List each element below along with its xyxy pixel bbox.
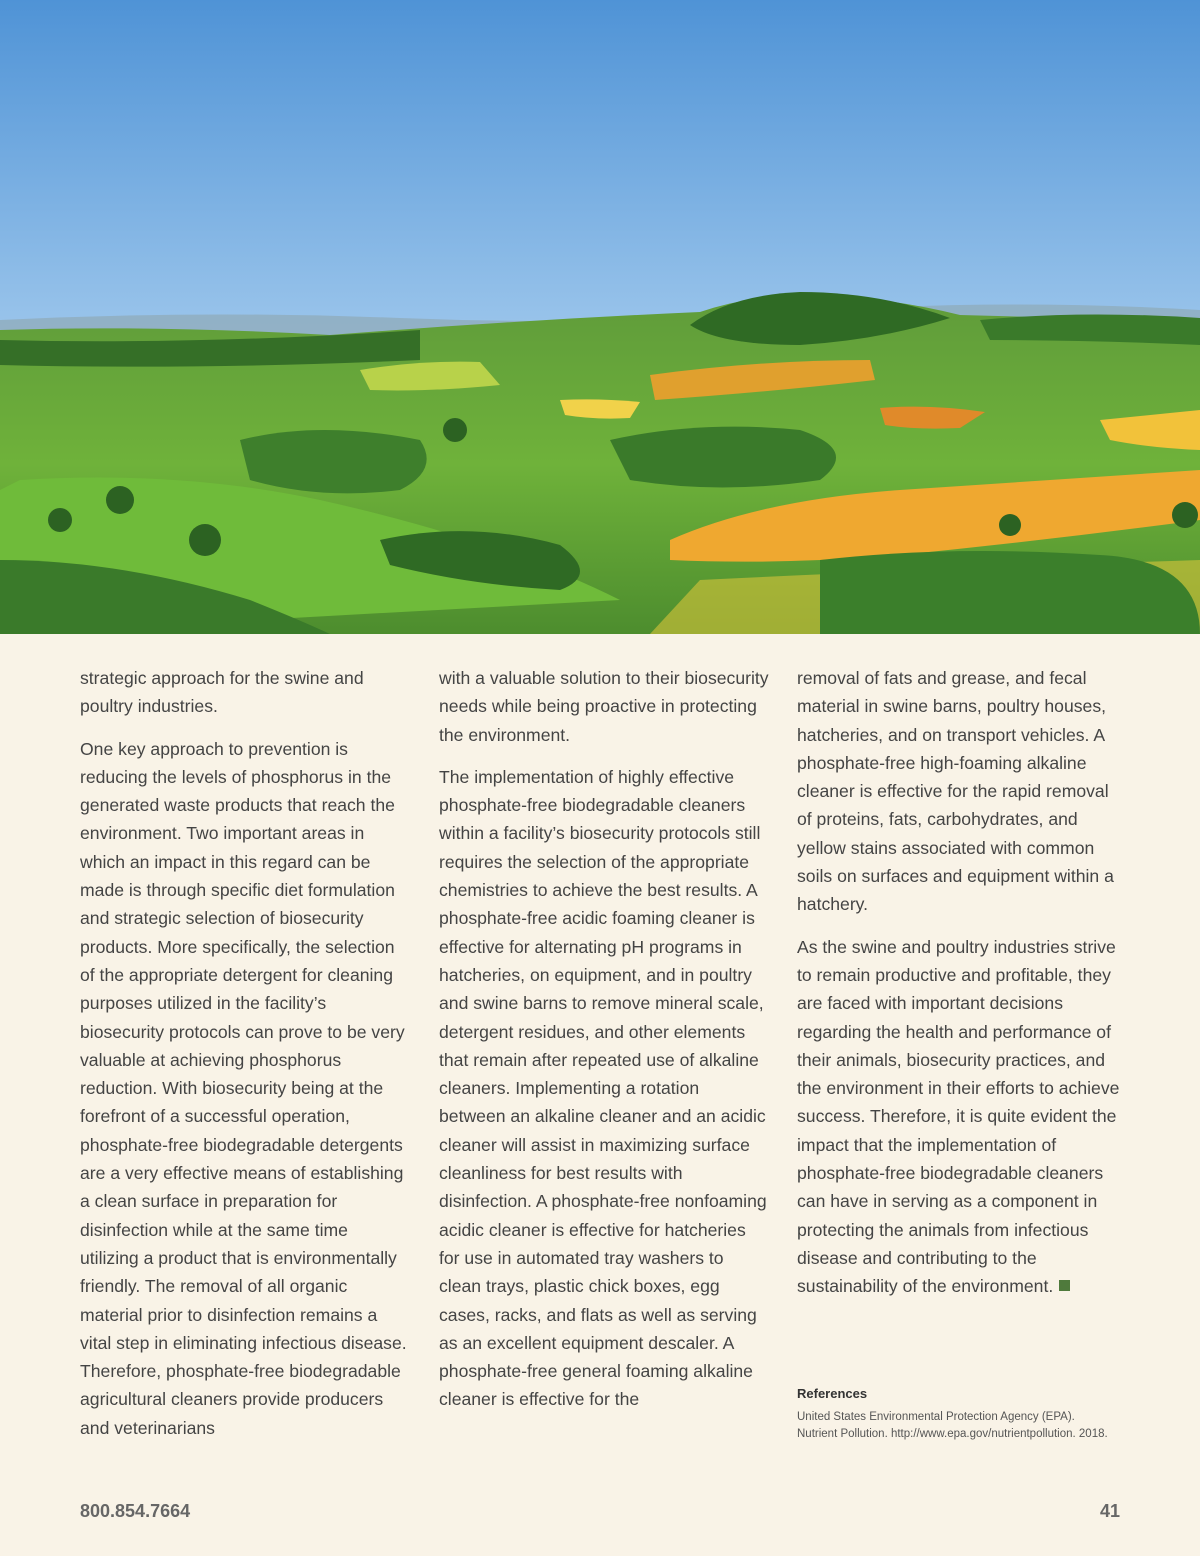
references-section <box>797 1386 1127 1442</box>
paragraph: removal of fats and grease, and fecal material in swine barns, poultry houses, hatcheries, and on transport vehicles. A phosphate-free high-foaming alkaline cleaner is effective for the rapid removal of proteins, fats, carbohydrates, and yellow stains associated with common soils on surfaces and equipment within a hatchery. <box>797 668 1114 915</box>
text-column-2 <box>439 664 769 1428</box>
reference-line-1: United States Environmental Protection Agency (EPA). <box>797 1411 1075 1423</box>
paragraph: with a valuable solution to their biosecurity needs while being proactive in protecting the environment. <box>439 668 769 745</box>
hero-landscape-image <box>0 0 1200 634</box>
footer-page-number: 41 <box>1099 1501 1120 1521</box>
paragraph-final <box>797 933 1127 1301</box>
paragraph: strategic approach for the swine and poultry industries. <box>80 668 364 717</box>
references-title: References <box>797 1386 868 1401</box>
reference-entry <box>797 1409 1127 1442</box>
footer-phone-number: 800.854.7664 <box>80 1501 191 1521</box>
paragraph: The implementation of highly effective phosphate-free biodegradable cleaners within a facility’s biosecurity protocols still requires the selection of the appropriate chemistries to achieve the best results. A phosphate-free acidic foaming cleaner is effective for alternating pH programs in hatcheries, on equipment, and in poultry and swine barns to remove mineral scale, detergent residues, and other elements that remain after repeated use of alkaline cleaners. Implementing a rotation between an alkaline cleaner and an acidic cleaner will assist in maximizing surface cleanliness for best results with disinfection. A phosphate-free nonfoaming acidic cleaner is effective for hatcheries for use in automated tray washers to clean trays, plastic chick boxes, egg cases, racks, and flats as well as serving as an excellent equipment descaler. A phosphate-free general foaming alkaline cleaner is effective for the <box>439 766 767 1410</box>
end-mark-square-icon <box>1059 1280 1070 1291</box>
text-column-3 <box>797 664 1127 1315</box>
text-column-1 <box>80 664 410 1456</box>
paragraph: One key approach to prevention is reducing the levels of phosphorus in the generated waste products that reach the environment. Two important areas in which an impact in this regard can be made is through specific diet formulation and strategic selection of biosecurity products. More specifically, the selection of the appropriate detergent for cleaning purposes utilized in the facility’s biosecurity protocols can prove to be very valuable at achieving phosphorus reduction. With biosecurity being at the forefront of a successful operation, phosphate-free biodegradable detergents are a very effective means of establishing a clean surface in preparation for disinfection while at the same time utilizing a product that is environmentally friendly. The removal of all organic material prior to disinfection remains a vital step in eliminating infectious disease. Therefore, phosphate-free biodegradable agricultural cleaners provide producers and veterinarians <box>80 738 407 1438</box>
reference-line-2: Nutrient Pollution. http://www.epa.gov/nutrientpollution. 2018. <box>797 1427 1108 1440</box>
paragraph-text: As the swine and poultry industries strive to remain productive and profitable, they are faced with important decisions regarding the health and performance of their animals, biosecurity practices, and the environment in their efforts to achieve success. Therefore, it is quite evident the impact that the implementation of phosphate-free biodegradable cleaners can have in serving as a component in protecting the animals from infectious disease and contributing to the sustainability of the environment. <box>797 936 1120 1297</box>
countryside-landscape-photo <box>0 0 1200 634</box>
